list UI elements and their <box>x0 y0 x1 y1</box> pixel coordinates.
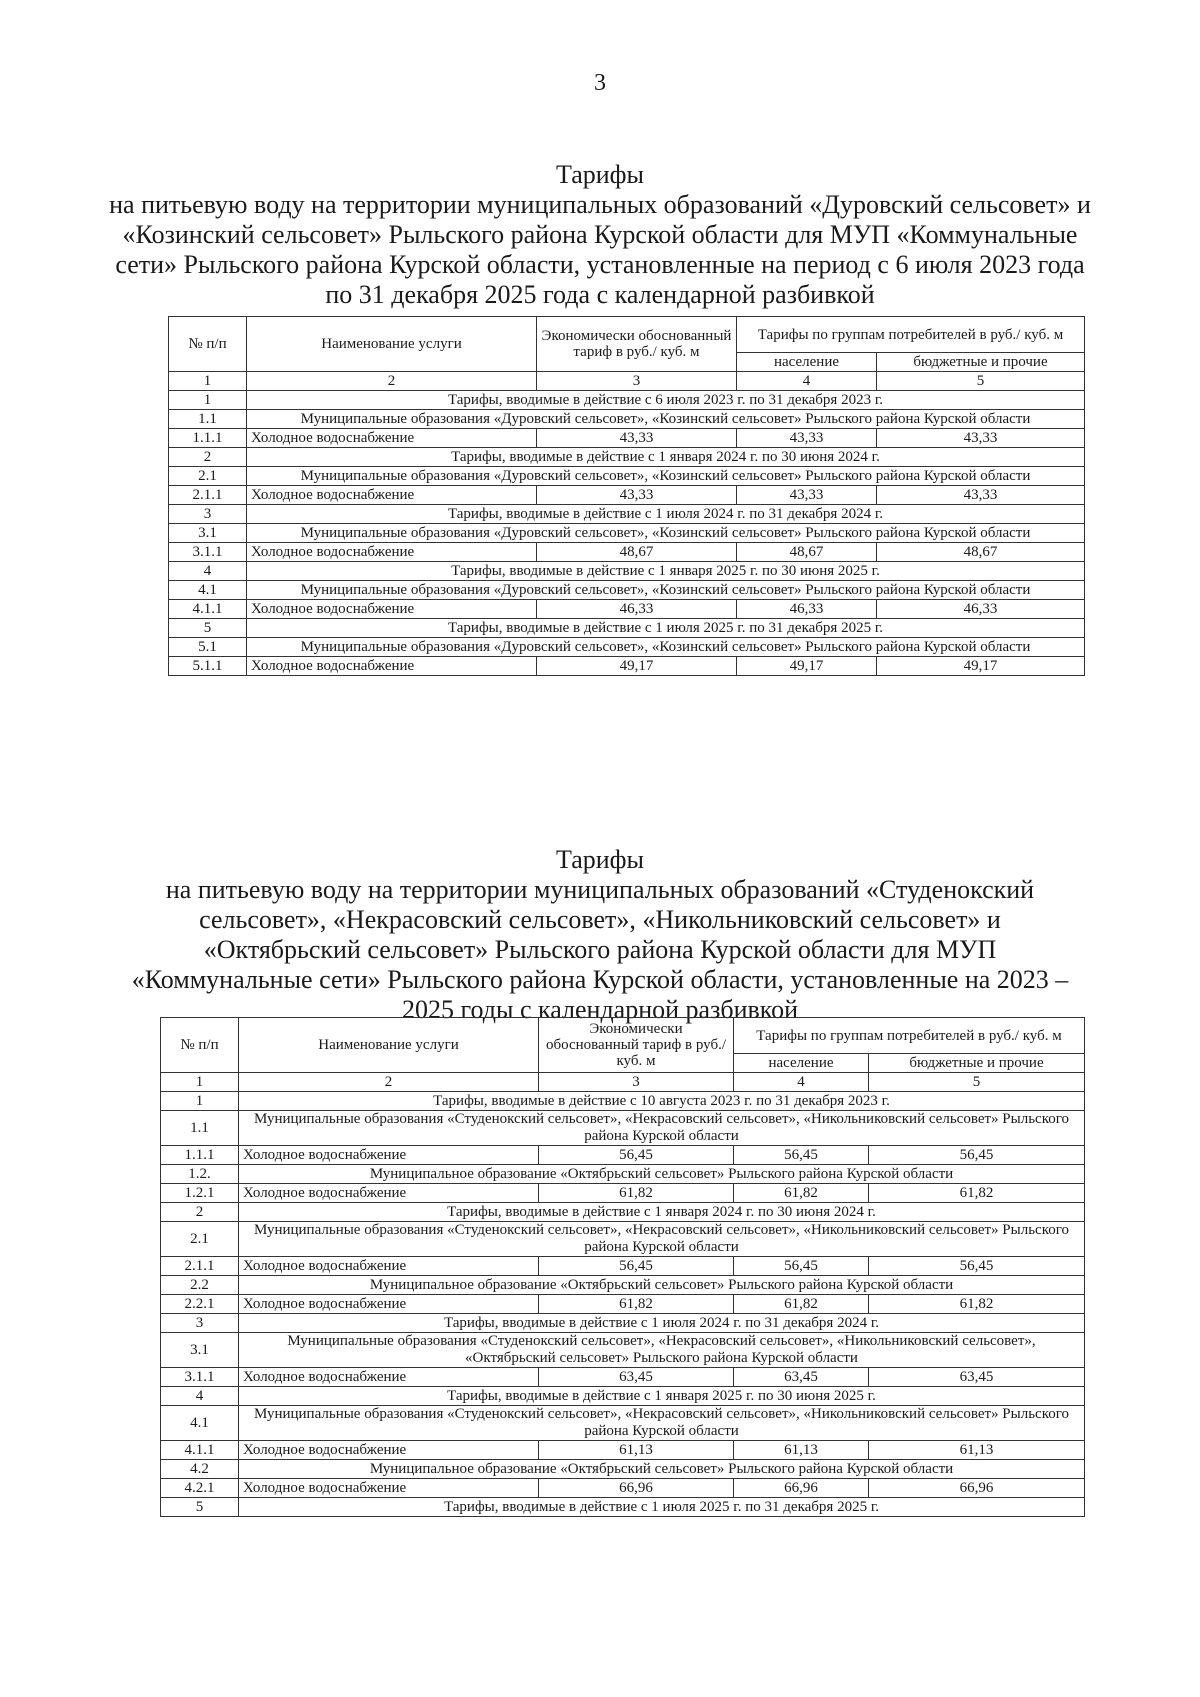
col-num: 1 <box>161 1073 239 1092</box>
header-service: Наименование услуги <box>247 317 537 372</box>
row-num: 5.1.1 <box>169 657 247 676</box>
row-service: Холодное водоснабжение <box>239 1368 539 1387</box>
row-num: 2.1.1 <box>161 1257 239 1276</box>
header-num: № п/п <box>161 1018 239 1073</box>
col-num: 4 <box>737 372 877 391</box>
row-population: 61,82 <box>734 1295 869 1314</box>
sub-num: 1.1 <box>169 410 247 429</box>
section2-title: Тарифы <box>555 845 644 874</box>
row-econ: 66,96 <box>539 1479 734 1498</box>
period-row: Тарифы, вводимые в действие с 1 июля 2025 г. по 31 декабря 2025 г. <box>247 619 1085 638</box>
col-num: 3 <box>539 1073 734 1092</box>
row-num: 4.1.1 <box>161 1441 239 1460</box>
municipality-row: Муниципальные образования «Дуровский сельсовет», «Козинский сельсовет» Рыльского района Курской области <box>247 524 1085 543</box>
municipality-row: Муниципальное образование «Октябрьский сельсовет» Рыльского района Курской области <box>239 1276 1085 1295</box>
sub-num: 5.1 <box>169 638 247 657</box>
municipality-row: Муниципальные образования «Дуровский сельсовет», «Козинский сельсовет» Рыльского района Курской области <box>247 638 1085 657</box>
row-num: 3.1.1 <box>161 1368 239 1387</box>
table-row <box>161 1368 1085 1387</box>
row-budget: 43,33 <box>877 486 1085 505</box>
row-service: Холодное водоснабжение <box>239 1146 539 1165</box>
col-num: 2 <box>247 372 537 391</box>
block-num: 2 <box>169 448 247 467</box>
table-row <box>161 1257 1085 1276</box>
page-number: 3 <box>594 70 606 96</box>
row-budget: 43,33 <box>877 429 1085 448</box>
table-row <box>169 657 1085 676</box>
col-num: 3 <box>537 372 737 391</box>
block-num: 3 <box>169 505 247 524</box>
row-service: Холодное водоснабжение <box>239 1295 539 1314</box>
period-row: Тарифы, вводимые в действие с 10 августа 2023 г. по 31 декабря 2023 г. <box>239 1092 1085 1111</box>
row-budget: 66,96 <box>869 1479 1085 1498</box>
row-budget: 61,82 <box>869 1184 1085 1203</box>
section2-heading <box>0 845 1200 1025</box>
row-econ: 56,45 <box>539 1146 734 1165</box>
table-row <box>169 600 1085 619</box>
row-population: 66,96 <box>734 1479 869 1498</box>
municipality-row: Муниципальные образования «Дуровский сельсовет», «Козинский сельсовет» Рыльского района Курской области <box>247 410 1085 429</box>
period-row: Тарифы, вводимые в действие с 1 января 2025 г. по 30 июня 2025 г. <box>247 562 1085 581</box>
sub-num: 4.2 <box>161 1460 239 1479</box>
row-budget: 56,45 <box>869 1257 1085 1276</box>
row-service: Холодное водоснабжение <box>239 1441 539 1460</box>
row-num: 1.1.1 <box>169 429 247 448</box>
row-service: Холодное водоснабжение <box>247 486 537 505</box>
row-econ: 48,67 <box>537 543 737 562</box>
row-econ: 46,33 <box>537 600 737 619</box>
sub-num: 1.1 <box>161 1111 239 1146</box>
row-num: 2.1.1 <box>169 486 247 505</box>
row-budget: 49,17 <box>877 657 1085 676</box>
period-row: Тарифы, вводимые в действие с 1 июля 2024 г. по 31 декабря 2024 г. <box>247 505 1085 524</box>
row-econ: 43,33 <box>537 429 737 448</box>
period-row: Тарифы, вводимые в действие с 1 января 2024 г. по 30 июня 2024 г. <box>239 1203 1085 1222</box>
col-num: 1 <box>169 372 247 391</box>
row-service: Холодное водоснабжение <box>247 657 537 676</box>
row-budget: 48,67 <box>877 543 1085 562</box>
header-service: Наименование услуги <box>239 1018 539 1073</box>
period-row: Тарифы, вводимые в действие с 1 июля 2024 г. по 31 декабря 2024 г. <box>239 1314 1085 1333</box>
row-num: 1.1.1 <box>161 1146 239 1165</box>
table-row <box>169 543 1085 562</box>
table-row <box>161 1146 1085 1165</box>
period-row: Тарифы, вводимые в действие с 1 января 2025 г. по 30 июня 2025 г. <box>239 1387 1085 1406</box>
row-population: 48,67 <box>737 543 877 562</box>
section2-subtitle: на питьевую воду на территории муниципальных образований «Студенокский сельсовет», «Некрасовский сельсовет», «Никольниковский сельсовет» и «Октябрьский сельсовет» Рыльского района Курской области для МУП «Коммунальные сети» Рыльского района Курской области, установленные на 2023 – 2025 годы с календарной разбивкой <box>131 875 1069 1024</box>
col-num: 5 <box>869 1073 1085 1092</box>
sub-num: 3.1 <box>169 524 247 543</box>
row-service: Холодное водоснабжение <box>247 543 537 562</box>
period-row: Тарифы, вводимые в действие с 1 января 2024 г. по 30 июня 2024 г. <box>247 448 1085 467</box>
col-num: 5 <box>877 372 1085 391</box>
table-row <box>169 429 1085 448</box>
row-population: 46,33 <box>737 600 877 619</box>
header-groups: Тарифы по группам потребителей в руб./ куб. м <box>734 1018 1085 1054</box>
row-population: 43,33 <box>737 486 877 505</box>
row-budget: 61,82 <box>869 1295 1085 1314</box>
block-num: 4 <box>161 1387 239 1406</box>
block-num: 1 <box>161 1092 239 1111</box>
row-service: Холодное водоснабжение <box>239 1184 539 1203</box>
row-population: 63,45 <box>734 1368 869 1387</box>
table-row <box>161 1184 1085 1203</box>
row-population: 56,45 <box>734 1146 869 1165</box>
header-budget: бюджетные и прочие <box>869 1054 1085 1073</box>
period-row: Тарифы, вводимые в действие с 6 июля 2023 г. по 31 декабря 2023 г. <box>247 391 1085 410</box>
row-service: Холодное водоснабжение <box>239 1479 539 1498</box>
table-row <box>161 1479 1085 1498</box>
municipality-row: Муниципальные образования «Студенокский сельсовет», «Некрасовский сельсовет», «Никольниковский сельсовет» Рыльского района Курской области <box>239 1406 1085 1441</box>
col-num: 2 <box>239 1073 539 1092</box>
row-population: 61,82 <box>734 1184 869 1203</box>
row-econ: 43,33 <box>537 486 737 505</box>
row-budget: 63,45 <box>869 1368 1085 1387</box>
header-econ: Экономически обоснованный тариф в руб./ куб. м <box>539 1018 734 1073</box>
sub-num: 2.1 <box>161 1222 239 1257</box>
table-row <box>161 1295 1085 1314</box>
row-num: 2.2.1 <box>161 1295 239 1314</box>
header-groups: Тарифы по группам потребителей в руб./ куб. м <box>737 317 1085 353</box>
row-population: 49,17 <box>737 657 877 676</box>
table-row <box>169 486 1085 505</box>
header-population: население <box>734 1054 869 1073</box>
sub-num: 2.1 <box>169 467 247 486</box>
row-econ: 63,45 <box>539 1368 734 1387</box>
row-service: Холодное водоснабжение <box>247 429 537 448</box>
sub-num: 3.1 <box>161 1333 239 1368</box>
row-num: 4.1.1 <box>169 600 247 619</box>
row-budget: 61,13 <box>869 1441 1085 1460</box>
period-row: Тарифы, вводимые в действие с 1 июля 2025 г. по 31 декабря 2025 г. <box>239 1498 1085 1517</box>
header-budget: бюджетные и прочие <box>877 353 1085 372</box>
section1-subtitle: на питьевую воду на территории муниципальных образований «Дуровский сельсовет» и «Козинский сельсовет» Рыльского района Курской области для МУП «Коммунальные сети» Рыльского района Курской области, установленные на период с 6 июля 2023 года по 31 декабря 2025 года с календарной разбивкой <box>109 190 1091 309</box>
header-econ: Экономически обоснованный тариф в руб./ куб. м <box>537 317 737 372</box>
table-row <box>161 1441 1085 1460</box>
block-num: 1 <box>169 391 247 410</box>
row-budget: 46,33 <box>877 600 1085 619</box>
block-num: 5 <box>161 1498 239 1517</box>
row-budget: 56,45 <box>869 1146 1085 1165</box>
sub-num: 4.1 <box>169 581 247 600</box>
row-num: 1.2.1 <box>161 1184 239 1203</box>
block-num: 4 <box>169 562 247 581</box>
row-population: 61,13 <box>734 1441 869 1460</box>
row-econ: 61,82 <box>539 1184 734 1203</box>
tariff-table-1 <box>168 316 1085 676</box>
row-econ: 49,17 <box>537 657 737 676</box>
municipality-row: Муниципальные образования «Студенокский сельсовет», «Некрасовский сельсовет», «Никольниковский сельсовет» Рыльского района Курской области <box>239 1111 1085 1146</box>
row-service: Холодное водоснабжение <box>247 600 537 619</box>
row-service: Холодное водоснабжение <box>239 1257 539 1276</box>
municipality-row: Муниципальные образования «Дуровский сельсовет», «Козинский сельсовет» Рыльского района Курской области <box>247 467 1085 486</box>
section1-title: Тарифы <box>555 160 644 189</box>
sub-num: 2.2 <box>161 1276 239 1295</box>
block-num: 5 <box>169 619 247 638</box>
block-num: 3 <box>161 1314 239 1333</box>
row-population: 43,33 <box>737 429 877 448</box>
block-num: 2 <box>161 1203 239 1222</box>
municipality-row: Муниципальные образования «Студенокский сельсовет», «Некрасовский сельсовет», «Никольниковский сельсовет», «Октябрьский сельсовет» Рыльского района Курской области <box>239 1333 1085 1368</box>
section1-heading <box>0 160 1200 310</box>
sub-num: 1.2. <box>161 1165 239 1184</box>
tariff-table-2 <box>160 1017 1085 1517</box>
municipality-row: Муниципальное образование «Октябрьский сельсовет» Рыльского района Курской области <box>239 1165 1085 1184</box>
row-num: 3.1.1 <box>169 543 247 562</box>
sub-num: 4.1 <box>161 1406 239 1441</box>
row-econ: 61,82 <box>539 1295 734 1314</box>
municipality-row: Муниципальное образование «Октябрьский сельсовет» Рыльского района Курской области <box>239 1460 1085 1479</box>
col-num: 4 <box>734 1073 869 1092</box>
row-econ: 61,13 <box>539 1441 734 1460</box>
municipality-row: Муниципальные образования «Дуровский сельсовет», «Козинский сельсовет» Рыльского района Курской области <box>247 581 1085 600</box>
header-num: № п/п <box>169 317 247 372</box>
header-population: население <box>737 353 877 372</box>
row-population: 56,45 <box>734 1257 869 1276</box>
row-econ: 56,45 <box>539 1257 734 1276</box>
row-num: 4.2.1 <box>161 1479 239 1498</box>
municipality-row: Муниципальные образования «Студенокский сельсовет», «Некрасовский сельсовет», «Никольниковский сельсовет» Рыльского района Курской области <box>239 1222 1085 1257</box>
